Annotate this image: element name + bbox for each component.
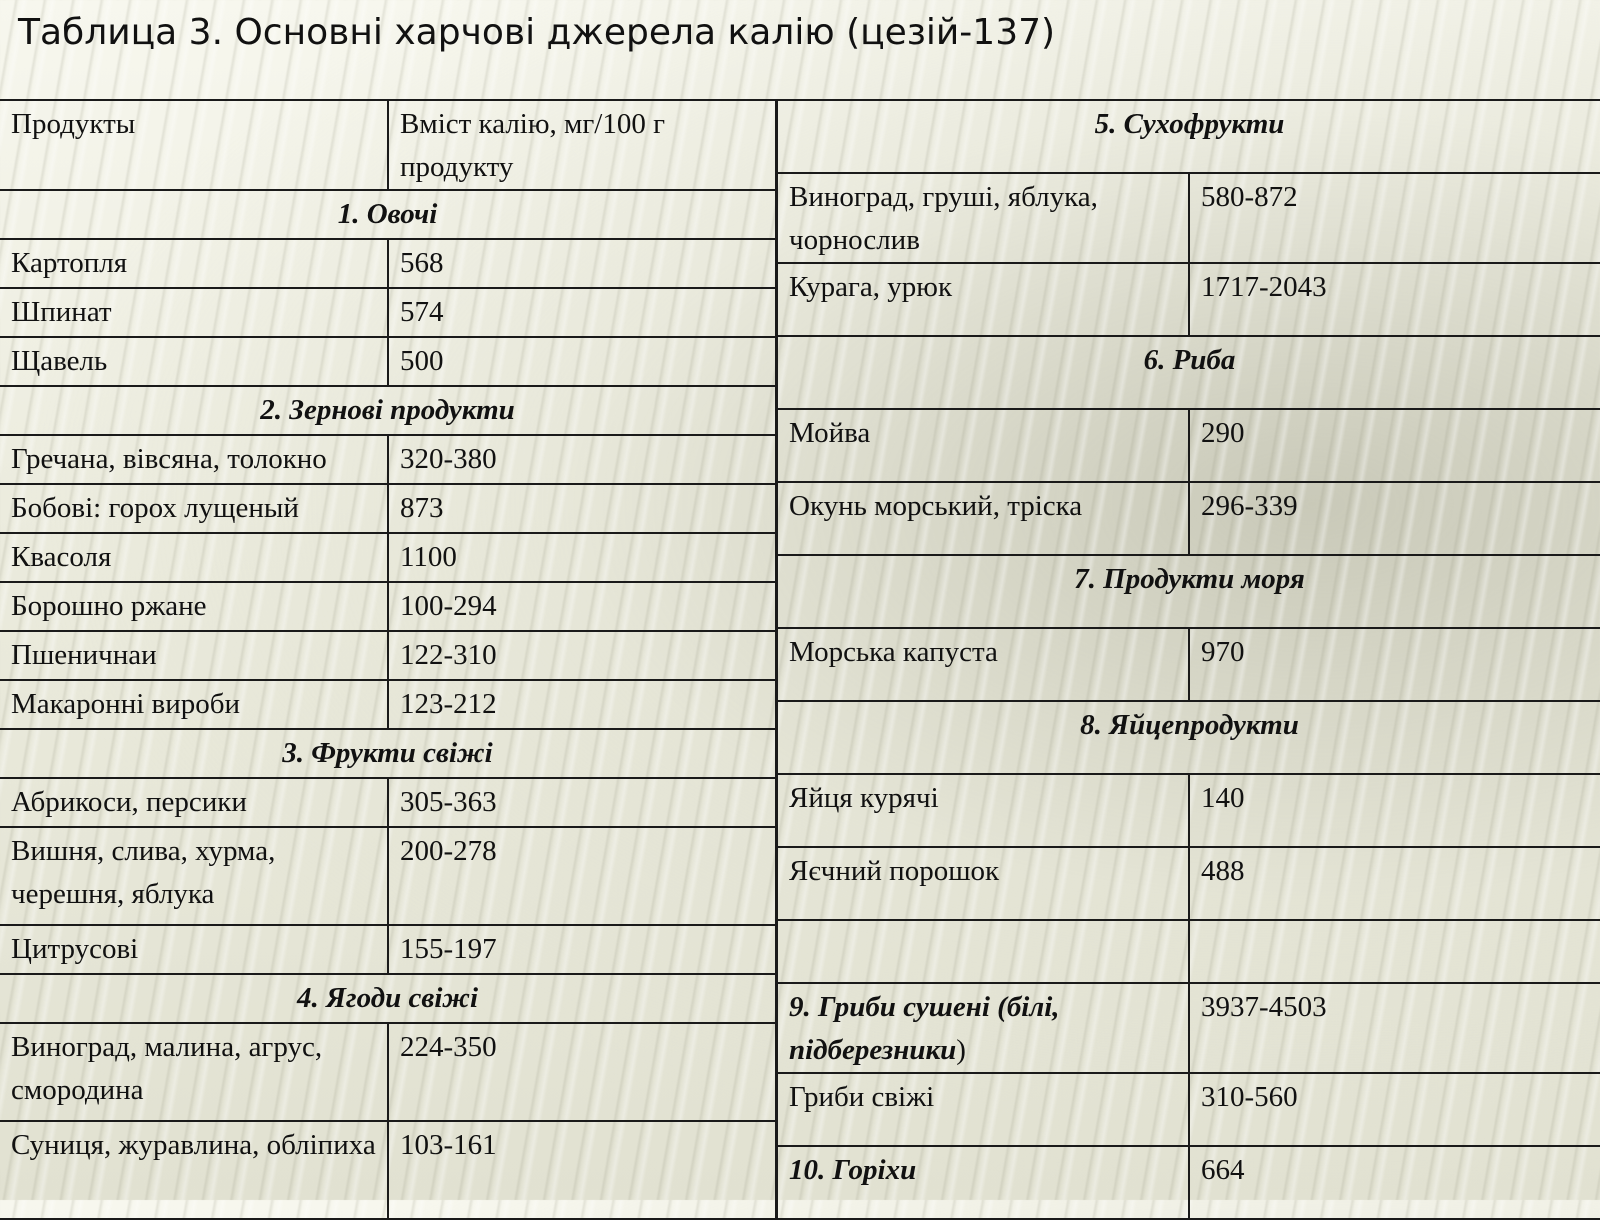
table-row [777,173,1600,263]
table-row [0,239,776,288]
table-row [777,847,1600,920]
table-row [0,533,776,582]
product-name: Мойва [777,409,1189,482]
table-row [777,263,1600,336]
product-value: 580-872 [1189,173,1600,263]
product-name: Окунь морський, тріска [777,482,1189,555]
product-name: Пшеничнаи [0,631,388,680]
product-value: 488 [1189,847,1600,920]
table-row [0,337,776,386]
table-row [0,484,776,533]
empty-row [777,920,1600,983]
product-value: 155-197 [388,925,776,974]
table-row [0,435,776,484]
product-value: 122-310 [388,631,776,680]
product-name: Шпинат [0,288,388,337]
table-row [0,827,776,925]
table-row [777,628,1600,701]
section-egg-products: 8. Яйцепродукти [777,701,1600,774]
dried-mushrooms-paren: ) [956,1034,966,1066]
product-name: Гриби свіжі [777,1073,1189,1146]
table-row [777,1073,1600,1146]
product-name: Макаронні вироби [0,680,388,729]
product-name-nuts: 10. Горіхи [777,1146,1189,1219]
table-row [0,288,776,337]
product-value: 3937-4503 [1189,983,1600,1073]
product-value: 310-560 [1189,1073,1600,1146]
table-row [777,482,1600,555]
product-value: 500 [388,337,776,386]
product-name-dried-mushrooms [777,983,1189,1073]
product-value: 305-363 [388,778,776,827]
section-row [0,386,776,435]
product-value: 296-339 [1189,482,1600,555]
product-name: Цитрусові [0,925,388,974]
section-fish: 6. Риба [777,336,1600,409]
product-name: Картопля [0,239,388,288]
header-potassium-content: Вміст калію, мг/100 г продукту [388,100,776,190]
product-name: Курага, урюк [777,263,1189,336]
product-value: 970 [1189,628,1600,701]
product-value: 100-294 [388,582,776,631]
empty-cell [777,920,1189,983]
product-value: 290 [1189,409,1600,482]
product-value: 873 [388,484,776,533]
empty-cell [1189,920,1600,983]
section-fresh-berries: 4. Ягоди свіжі [0,974,776,1023]
product-name: Гречана, вівсяна, толокно [0,435,388,484]
product-value: 1100 [388,533,776,582]
table-row [0,1121,776,1219]
section-row [777,336,1600,409]
potassium-table-left [0,99,777,1220]
product-name: Яєчний порошок [777,847,1189,920]
table-row [777,774,1600,847]
section-fresh-fruits: 3. Фрукти свіжі [0,729,776,778]
product-value: 123-212 [388,680,776,729]
section-dried-fruits: 5. Сухофрукти [777,100,1600,173]
table-header-row [0,100,776,190]
section-row [0,729,776,778]
section-seafood: 7. Продукти моря [777,555,1600,628]
section-vegetables: 1. Овочі [0,190,776,239]
table-row [0,1023,776,1121]
slide-title: Таблица 3. Основні харчові джерела калію (цезій-137) [18,12,1056,53]
product-name: Морська капуста [777,628,1189,701]
table-row [0,925,776,974]
table-row [0,778,776,827]
potassium-table-right [776,99,1600,1220]
table-row [0,631,776,680]
product-value: 140 [1189,774,1600,847]
table-row [0,582,776,631]
product-name: Щавель [0,337,388,386]
section-grains: 2. Зернові продукти [0,386,776,435]
product-name: Борошно ржане [0,582,388,631]
product-value: 224-350 [388,1023,776,1121]
section-row [777,100,1600,173]
product-value: 574 [388,288,776,337]
section-row [777,555,1600,628]
product-value: 200-278 [388,827,776,925]
header-products: Продукты [0,100,388,190]
product-value: 320-380 [388,435,776,484]
product-name: Виноград, груші, яблука, чорнослив [777,173,1189,263]
product-name: Яйця курячі [777,774,1189,847]
product-value: 664 [1189,1146,1600,1219]
product-name: Абрикоси, персики [0,778,388,827]
product-name: Квасоля [0,533,388,582]
product-value: 568 [388,239,776,288]
product-name: Вишня, слива, хурма, черешня, яблука [0,827,388,925]
dried-mushrooms-label: 9. Гриби сушені (білі, підберезники [789,991,1060,1066]
product-value: 1717-2043 [1189,263,1600,336]
section-row [0,974,776,1023]
product-name: Бобові: горох лущеный [0,484,388,533]
product-value: 103-161 [388,1121,776,1219]
section-row [0,190,776,239]
table-row [0,680,776,729]
product-name: Суниця, журавлина, обліпиха [0,1121,388,1219]
table-row [777,983,1600,1073]
table-row [777,409,1600,482]
section-row [777,701,1600,774]
table-row [777,1146,1600,1219]
product-name: Виноград, малина, агрус, смородина [0,1023,388,1121]
